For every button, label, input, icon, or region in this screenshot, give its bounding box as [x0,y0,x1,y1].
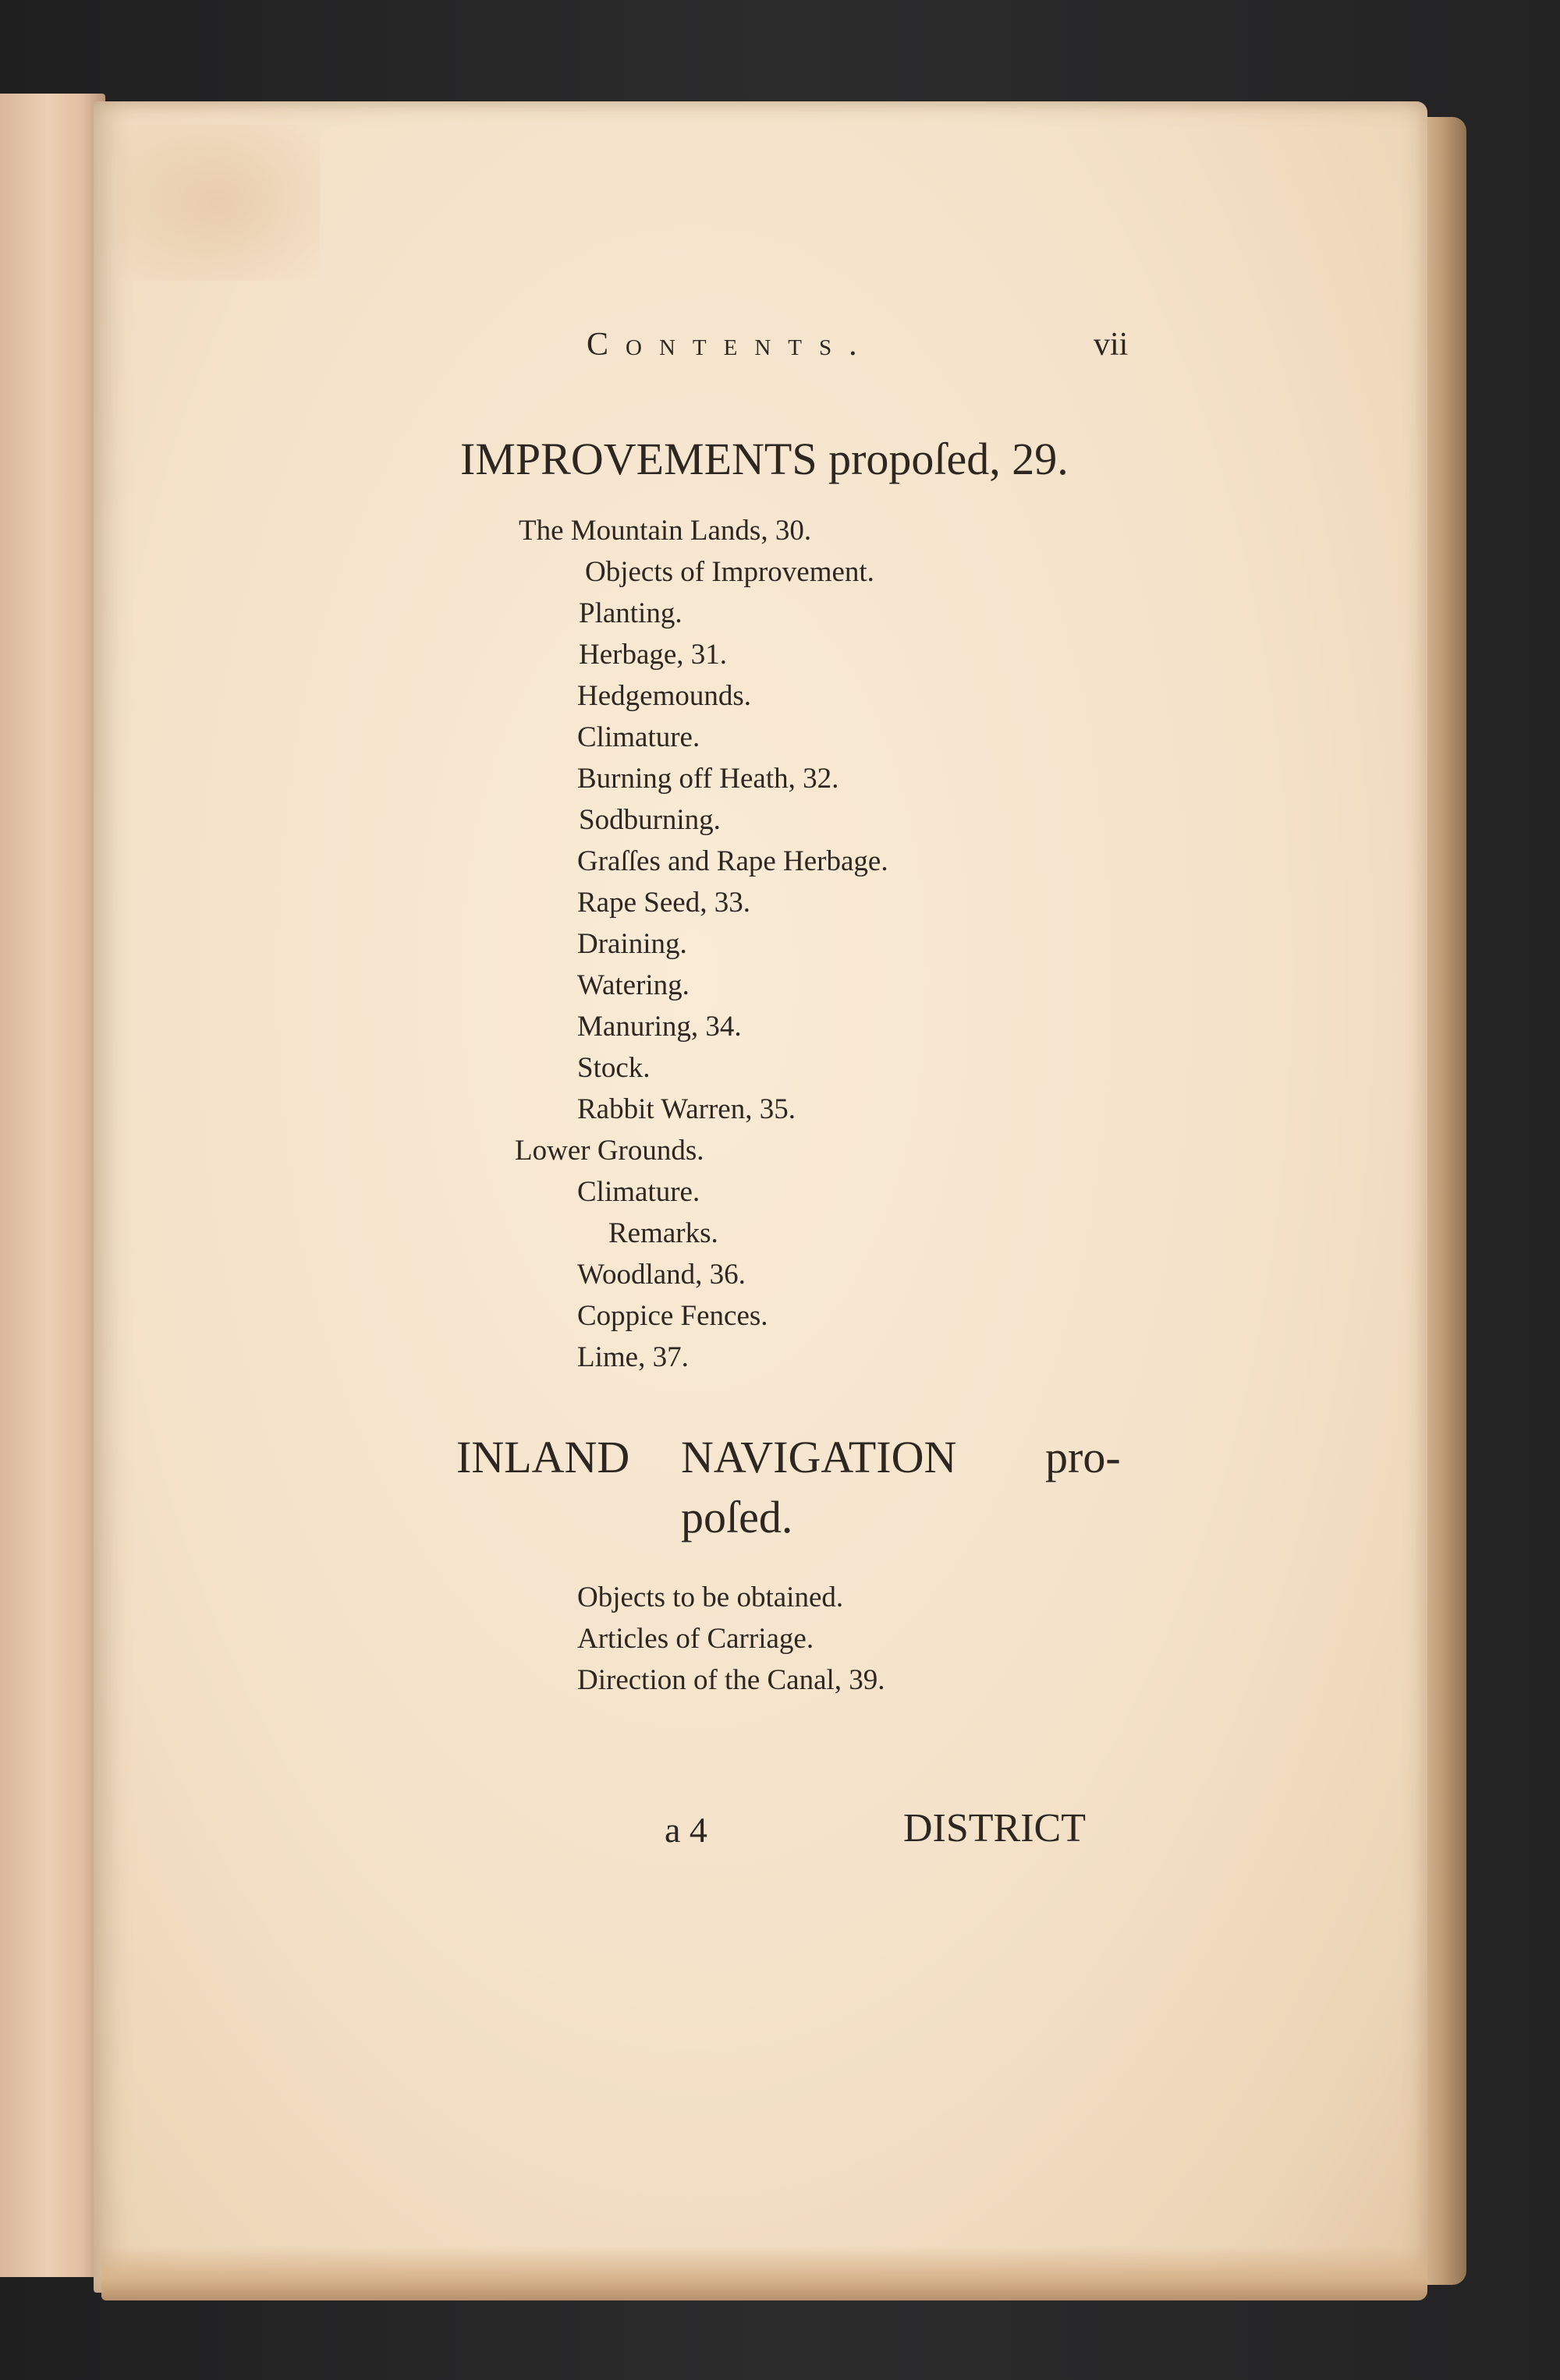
toc-entry: Climature. [577,721,700,753]
toc-entry: Herbage, 31. [579,639,728,671]
toc-entry: Hedgemounds. [577,680,751,712]
toc-entry: Objects to be obtained. [577,1581,844,1613]
page-number: vii [1094,327,1129,363]
toc-entry: Planting. [579,597,682,629]
toc-entry: Rabbit Warren, 35. [577,1093,796,1125]
section-heading-improvements: IMPROVEMENTS propoſed, 29. [460,434,1069,484]
toc-entry: Lower Grounds. [515,1135,704,1167]
toc-entry: The Mountain Lands, 30. [519,515,812,547]
section-heading-posed: poſed. [681,1492,793,1542]
facing-page-edge [0,94,105,2277]
toc-entry: Manuring, 34. [577,1011,742,1043]
catchword: DISTRICT [903,1806,1086,1851]
toc-entry: Articles of Carriage. [577,1623,814,1655]
toc-entry: Climature. [577,1176,700,1208]
toc-entry: Woodland, 36. [577,1259,746,1291]
toc-entry: Coppice Fences. [577,1300,768,1332]
section-heading-inland: INLAND [456,1432,630,1482]
paper-stain [117,125,320,281]
toc-entry: Watering. [577,969,690,1001]
signature-mark: a 4 [665,1810,707,1850]
toc-entry: Rape Seed, 33. [577,887,750,919]
book-page [94,101,1427,2293]
toc-entry: Direction of the Canal, 39. [577,1664,885,1696]
toc-entry: Objects of Improvement. [585,556,874,588]
toc-entry: Graſſes and Rape Herbage. [577,845,888,877]
running-title: Contents. [587,327,874,363]
section-heading-navigation: NAVIGATION [681,1432,957,1482]
toc-entry: Draining. [577,928,687,960]
toc-entry: Remarks. [608,1217,718,1249]
section-heading-pro: pro- [1045,1432,1121,1482]
toc-entry: Stock. [577,1052,651,1084]
toc-entry: Sodburning. [579,804,721,836]
page-bottom-edge [101,2246,1427,2300]
toc-entry: Burning off Heath, 32. [577,763,839,795]
toc-entry: Lime, 37. [577,1341,689,1373]
